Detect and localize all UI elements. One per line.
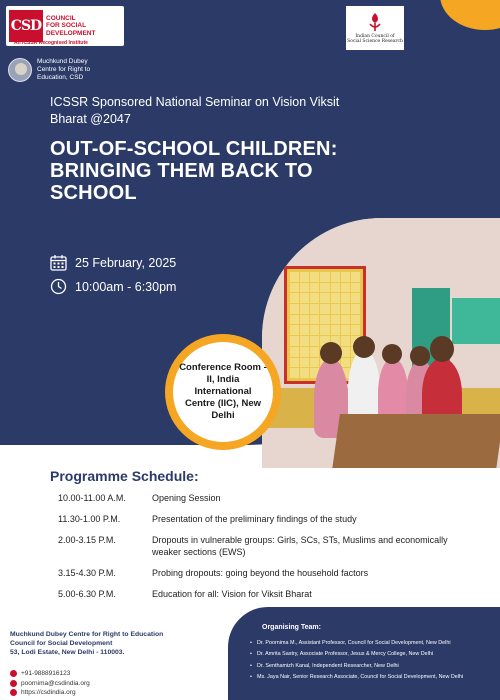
team-member: • Ms. Jaya Nair, Senior Research Associate, Council for Social Development, New Delhi: [250, 674, 496, 681]
calendar-icon: [50, 254, 67, 271]
schedule-time: 5.00-6.30 P.M.: [58, 589, 116, 599]
schedule-time: 10.00-11.00 A.M.: [58, 493, 126, 503]
website-link[interactable]: https://csdindia.org: [21, 689, 76, 696]
email-icon: [10, 680, 17, 687]
classroom-photo: [262, 218, 500, 468]
clock-icon: [50, 278, 67, 295]
team-member: • Dr. Amrita Sastry, Associate Professor, Jesus & Mercy College, New Delhi: [250, 651, 496, 658]
icssr-logo: [346, 6, 404, 50]
csd-logo-mark: CSD: [9, 10, 43, 42]
event-date: [50, 254, 176, 271]
phone-contact: [10, 670, 70, 677]
schedule-row: [58, 492, 478, 504]
phone-icon: [10, 670, 17, 677]
globe-icon: [10, 689, 17, 696]
organiser-address: Muchkund Dubey Centre for Right to Education Council for Social Development 53, Lodi Estate, New Delhi - 110003.: [10, 631, 164, 656]
venue-badge: [165, 334, 281, 450]
mdc-portrait: [8, 58, 32, 82]
venue-text: Conference Room - II, India International Centre (IIC), New Delhi: [179, 362, 267, 421]
icssr-logo-text: Indian Council of Social Science Research: [347, 34, 403, 44]
csd-logo-subtitle: An ICSSR Recognised Institute: [14, 40, 88, 46]
schedule-session: Opening Session: [152, 493, 221, 503]
event-date-text: 25 February, 2025: [75, 255, 177, 270]
organising-team-heading: Organising Team:: [262, 624, 321, 631]
schedule-session: Presentation of the preliminary findings of the study: [152, 514, 357, 524]
schedule-row: [58, 513, 478, 525]
email-contact: [10, 680, 90, 687]
schedule-time: 11.30-1.00 P.M.: [58, 514, 121, 524]
website-contact: [10, 689, 76, 696]
schedule-session: Probing dropouts: going beyond the household factors: [152, 568, 369, 578]
mdc-logo: [8, 58, 90, 82]
schedule-session: Dropouts in vulnerable groups: Girls, SCs, STs, Muslims and economically weaker sections (EWS): [152, 535, 448, 557]
seminar-subtitle: ICSSR Sponsored National Seminar on Vision Viksit Bharat @2047: [50, 95, 340, 126]
schedule-row: [58, 567, 478, 579]
programme-schedule: [58, 492, 478, 609]
team-member: • Dr. Senthamizh Kanal, Independent Researcher, New Delhi: [250, 663, 496, 670]
phone-number: +91-9888916123: [21, 670, 71, 677]
icssr-emblem-icon: [367, 12, 383, 32]
seminar-title: OUT-OF-SCHOOL CHILDREN: BRINGING THEM BACK TO SCHOOL: [50, 138, 338, 204]
schedule-row: [58, 534, 478, 558]
schedule-row: [58, 588, 478, 600]
mdc-logo-text: Muchkund Dubey Centre for Right to Education, CSD: [37, 58, 91, 81]
team-member: • Dr. Poornima M., Assistant Professor, Council for Social Development, New Delhi: [250, 640, 496, 647]
programme-heading: Programme Schedule:: [50, 468, 199, 484]
email-address[interactable]: poornima@csdindia.org: [21, 680, 90, 687]
event-time-text: 10:00am - 6:30pm: [75, 279, 177, 294]
organising-team-list: [250, 640, 496, 686]
csd-logo-text: COUNCIL FOR SOCIAL DEVELOPMENT: [46, 14, 96, 37]
schedule-time: 2.00-3.15 P.M.: [58, 535, 116, 545]
csd-logo: [6, 6, 124, 46]
schedule-time: 3.15-4.30 P.M.: [58, 568, 116, 578]
schedule-session: Education for all: Vision for Viksit Bharat: [152, 589, 312, 599]
event-time: [50, 278, 176, 295]
